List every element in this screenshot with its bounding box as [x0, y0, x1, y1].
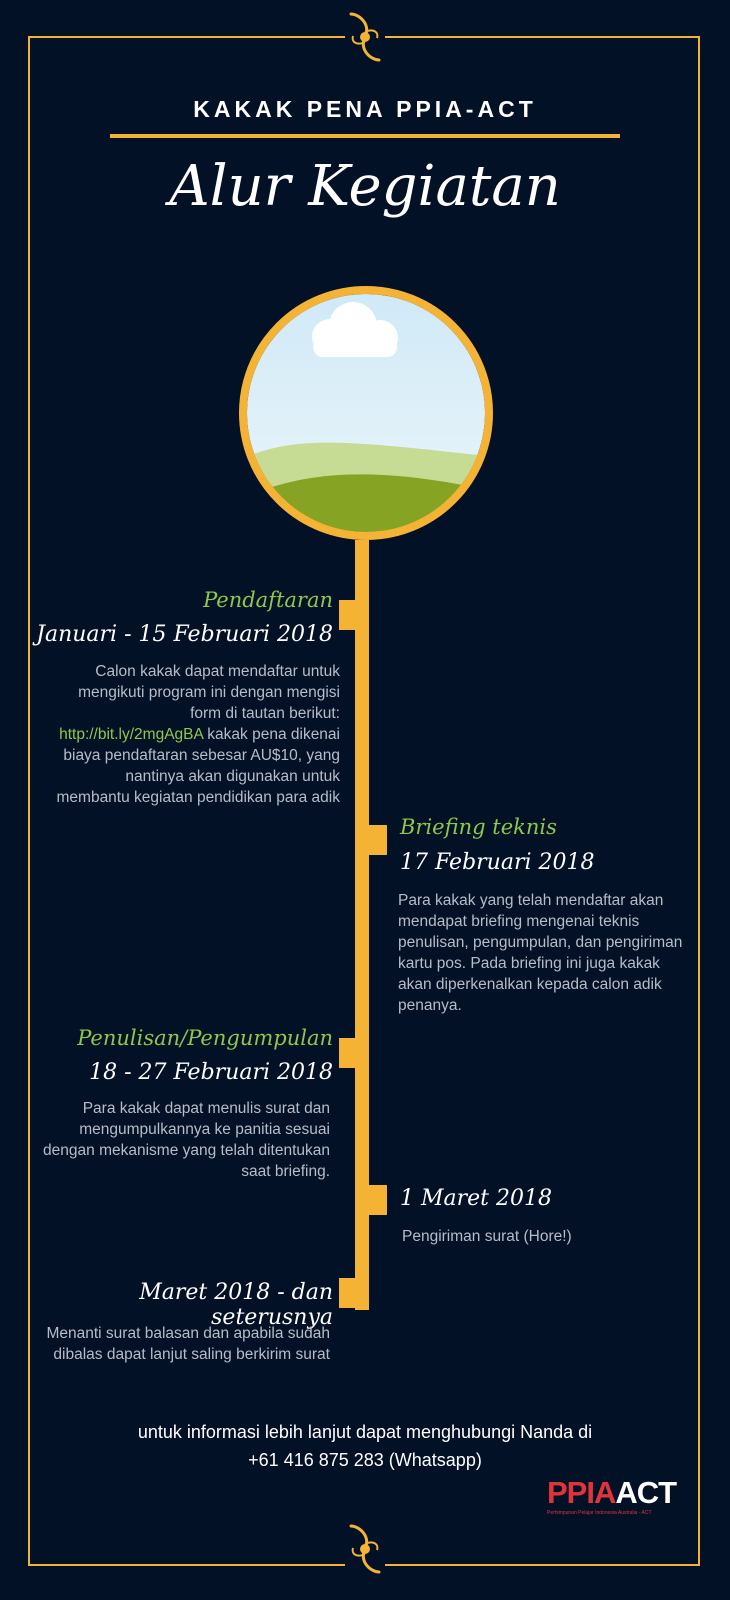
step-3-description: Para kakak dapat menulis surat dan mengumpulkannya ke panitia sesuai dengan mekanisme yang telah ditentukan saat briefing.	[43, 1100, 330, 1180]
timeline-marker	[369, 1185, 387, 1215]
step-1-description	[50, 661, 340, 808]
step-5-date: Maret 2018 - dan seterusnya	[139, 1280, 333, 1330]
step-1-desc-after: kakak pena dikenai biaya pendaftaran sebesar AU$10, yang nantinya akan digunakan untuk membantu kegiatan pendidikan para adik	[56, 726, 340, 806]
swirl-icon	[345, 1522, 385, 1576]
step-2-description: Para kakak yang telah mendaftar akan mendapat briefing mengenai teknis penulisan, pengumpulan, dan pengiriman kartu pos. Pada briefing ini juga kakak akan diperkenalkan kepada calon adik penanya.	[398, 892, 683, 1014]
timeline-marker	[369, 825, 387, 855]
bottom-swirl-ornament	[345, 1522, 385, 1576]
timeline-marker	[339, 1038, 357, 1068]
logo-ppia-text: PPIA	[547, 1475, 616, 1510]
registration-link[interactable]: http://bit.ly/2mgAgBA	[59, 726, 203, 743]
step-5-description: Menanti surat balasan dan apabila sudah dibalas dapat lanjut saling berkirim surat	[46, 1325, 330, 1363]
step-3-phase: Penulisan/Pengumpulan	[77, 1026, 333, 1050]
logo-act-text: ACT	[615, 1475, 677, 1510]
step-1-desc-before: Calon kakak dapat mendaftar untuk mengikuti program ini dengan mengisi form di tautan berikut:	[78, 663, 340, 722]
step-1-date: Januari - 15 Februari 2018	[36, 622, 333, 647]
magnifier-landscape-illustration	[235, 282, 497, 544]
timeline-marker	[339, 1278, 357, 1308]
logo-tagline: Perhimpunan Pelajar Indonesia Australia - ACT	[547, 1510, 652, 1516]
step-4-description: Pengiriman surat (Hore!)	[402, 1228, 572, 1245]
step-1-phase: Pendaftaran	[203, 588, 333, 612]
footer-phone: +61 416 875 283 (Whatsapp)	[248, 1450, 482, 1470]
swirl-icon	[345, 10, 385, 64]
step-2-phase: Briefing teknis	[400, 815, 557, 839]
contact-footer	[0, 1418, 730, 1474]
header-kicker: KAKAK PENA PPIA-ACT	[193, 96, 537, 122]
timeline-stem	[355, 540, 369, 1310]
step-2-date: 17 Februari 2018	[400, 850, 595, 875]
step-4-date: 1 Maret 2018	[400, 1186, 552, 1211]
timeline-marker	[339, 600, 357, 630]
page-title: Alur Kegiatan	[169, 154, 561, 219]
footer-line-1: untuk informasi lebih lanjut dapat menghubungi Nanda di	[137, 1422, 593, 1442]
title-divider	[110, 134, 620, 138]
step-3-date: 18 - 27 Februari 2018	[89, 1060, 333, 1085]
ppia-act-logo	[547, 1476, 677, 1528]
top-swirl-ornament	[345, 10, 385, 64]
